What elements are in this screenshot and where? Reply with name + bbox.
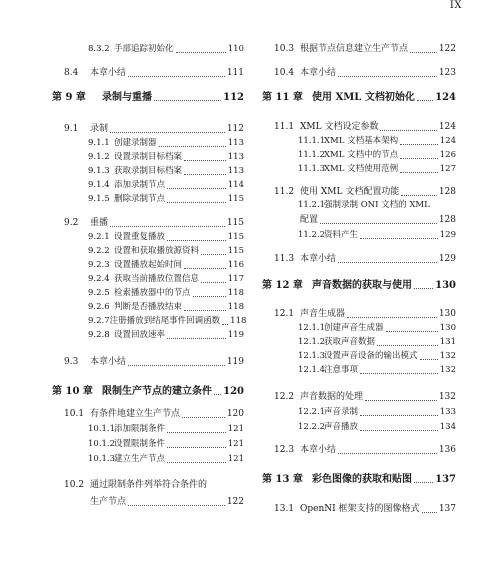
- toc-entry: [52, 246, 244, 257]
- toc-entry: [52, 194, 244, 205]
- toc-entry-number: 9.2.3: [88, 260, 110, 270]
- toc-entry-page: 128: [438, 187, 456, 197]
- toc-entry-page: 132: [439, 351, 456, 361]
- dot-leader: [410, 51, 437, 53]
- toc-entry-title: 删除录制节点: [114, 194, 166, 204]
- toc-entry: [262, 122, 456, 133]
- toc-entry-page: 110: [227, 44, 244, 54]
- toc-entry-title: 使用 XML 文档配置功能: [300, 187, 400, 197]
- toc-entry-page: 123: [438, 68, 456, 78]
- dot-leader: [380, 129, 436, 131]
- toc-entry-title: 获取录制目标档案: [114, 166, 183, 176]
- toc-entry: [52, 288, 244, 299]
- toc-entry: [262, 365, 456, 376]
- toc-entry-number: 9.2.6: [88, 302, 110, 312]
- toc-entry-number: 8.3.2: [88, 44, 110, 54]
- toc-entry: [52, 180, 244, 191]
- toc-entry: [262, 392, 456, 403]
- toc-entry-number: 11.1.1: [298, 136, 326, 146]
- toc-entry-page: 119: [226, 357, 244, 367]
- toc-entry-number: 10.1.2: [88, 439, 116, 449]
- toc-entry-title: 创建录制器: [114, 138, 157, 148]
- toc-entry-number: 第 10 章: [52, 386, 93, 397]
- toc-entry-page: 137: [435, 474, 456, 485]
- toc-entry-page: 133: [439, 407, 456, 417]
- toc-entry: [52, 480, 244, 491]
- toc-entry-number: 第 13 章: [262, 474, 303, 485]
- toc-entry-page: 115: [226, 218, 244, 228]
- toc-entry: [52, 439, 244, 450]
- toc-entry-title: 注意事项: [324, 365, 359, 375]
- dot-leader: [193, 295, 226, 297]
- toc-entry-number: 9.1.2: [88, 152, 110, 162]
- toc-entry-page: 112: [223, 92, 244, 103]
- toc-entry-page: 115: [227, 246, 244, 256]
- toc-entry: [262, 445, 456, 456]
- toc-entry-title: 声音生成器: [300, 309, 346, 319]
- toc-entry-title: 声音数据的获取与使用: [312, 280, 412, 291]
- toc-entry: [262, 164, 456, 175]
- toc-entry-number: 9.2.4: [88, 274, 110, 284]
- toc-entry-page: 119: [227, 330, 244, 340]
- toc-entry-number: 9.1.4: [88, 180, 110, 190]
- dot-leader: [338, 261, 437, 263]
- toc-entry-number: 9.2.5: [88, 288, 110, 298]
- toc-entry-page: 113: [227, 152, 244, 162]
- toc-entry-number: 9.2.8: [88, 330, 110, 340]
- dot-leader: [184, 173, 226, 175]
- dot-leader: [338, 452, 437, 454]
- toc-entry-title: 强制录制 ONI 文档的 XML: [324, 200, 430, 210]
- dot-leader: [167, 446, 226, 448]
- dot-leader: [338, 75, 437, 77]
- dot-leader: [417, 99, 433, 101]
- toc-entry-title: 设置和获取播放源资料: [114, 246, 200, 256]
- toc-entry-page: 122: [226, 497, 244, 507]
- toc-entry-page: 129: [439, 230, 456, 240]
- toc-entry-number: 8.4: [64, 68, 79, 78]
- toc-entry-page: 128: [438, 215, 456, 225]
- toc-entry-page: 115: [227, 232, 244, 242]
- toc-entry-page: 117: [227, 274, 244, 284]
- toc-entry-number: 10.1.1: [88, 424, 116, 434]
- toc-entry: [52, 330, 244, 341]
- toc-entry-page: 130: [435, 280, 456, 291]
- toc-entry-page: 129: [438, 254, 456, 264]
- toc-entry-title: 设置限制条件: [114, 439, 166, 449]
- toc-entry-number: 12.1.4: [298, 365, 326, 375]
- toc-entry-title: 判断是否播放结束: [114, 302, 183, 312]
- dot-leader: [128, 75, 225, 77]
- page-number: IX: [449, 0, 462, 11]
- toc-entry-title: 有条件地建立生产节点: [90, 409, 181, 419]
- dot-leader: [184, 309, 226, 311]
- toc-chapter-entry: [262, 92, 456, 103]
- dot-leader: [401, 194, 436, 196]
- toc-entry-title: OpenNI 框架支持的图像格式: [300, 504, 420, 514]
- toc-entry-page: 118: [227, 288, 244, 298]
- toc-entry-page: 114: [227, 180, 244, 190]
- toc-entry-number: 12.1: [274, 309, 295, 319]
- toc-entry-number: 9.2.1: [88, 232, 110, 242]
- toc-entry-title: 生产节点: [90, 497, 127, 507]
- toc-entry-title: 检索播放器中的节点: [114, 288, 191, 298]
- toc-entry: [262, 422, 456, 433]
- toc-entry: [52, 302, 244, 313]
- dot-leader: [365, 399, 437, 401]
- toc-chapter-entry: [52, 386, 244, 397]
- toc-entry-number: 10.1.3: [88, 454, 116, 464]
- dot-leader: [360, 429, 438, 431]
- dot-leader: [414, 481, 433, 483]
- toc-entry-page: 130: [438, 309, 456, 319]
- dot-leader: [201, 281, 226, 283]
- toc-entry-number: 9.1: [64, 124, 79, 134]
- toc-entry-page: 122: [438, 44, 456, 54]
- toc-chapter-entry: [262, 280, 456, 291]
- toc-entry-title: 通过限制条件列举符合条件的: [90, 480, 208, 490]
- toc-entry-title: 设置声音设备的输出模式: [324, 351, 418, 361]
- toc-entry-number: 12.2.2: [298, 422, 326, 432]
- toc-entry: [262, 44, 456, 55]
- toc-entry: [52, 166, 244, 177]
- toc-entry: [262, 215, 456, 226]
- toc-entry-title: 设置录制目标档案: [114, 152, 183, 162]
- dot-leader: [159, 145, 226, 147]
- dot-leader: [400, 157, 438, 159]
- dot-leader: [110, 225, 225, 227]
- toc-entry-number: 12.3: [274, 445, 295, 455]
- toc-entry-number: 12.1.2: [298, 337, 326, 347]
- toc-entry-title: 资料产生: [324, 230, 359, 240]
- toc-entry: [262, 187, 456, 198]
- dot-leader: [182, 416, 225, 418]
- toc-entry: [52, 409, 244, 420]
- toc-entry: [52, 274, 244, 285]
- toc-entry-number: 12.1.3: [298, 351, 326, 361]
- dot-leader: [128, 364, 225, 366]
- toc-entry-page: 113: [227, 166, 244, 176]
- toc-entry-title: 获取声音数据: [324, 337, 376, 347]
- toc-entry-page: 136: [438, 445, 456, 455]
- toc-entry-title: XML 文档设定参数: [300, 122, 379, 132]
- toc-entry-number: 9.3: [64, 357, 79, 367]
- toc-entry-title: 添加录制节点: [114, 180, 166, 190]
- toc-entry-title: 本章小结: [90, 68, 127, 78]
- toc-entry-page: 112: [226, 124, 244, 134]
- toc-entry-number: 12.2.1: [298, 407, 326, 417]
- toc-entry: [262, 68, 456, 79]
- toc-entry: [262, 351, 456, 362]
- toc-entry-title: 建立生产节点: [114, 454, 166, 464]
- toc-entry: [52, 138, 244, 149]
- dot-leader: [360, 414, 438, 416]
- toc-entry-number: 13.1: [274, 504, 295, 514]
- dot-leader: [201, 253, 226, 255]
- toc-entry-page: 131: [439, 337, 456, 347]
- toc-entry-title: 注册播放到结尾事件回调函数: [109, 316, 221, 326]
- toc-entry-title: 使用 XML 文档初始化: [312, 92, 415, 103]
- toc-entry-number: 11.3: [274, 254, 295, 264]
- toc-entry-page: 121: [227, 454, 244, 464]
- toc-entry: [262, 136, 456, 147]
- toc-entry-title: 录制: [90, 124, 109, 134]
- toc-entry-page: 124: [439, 136, 456, 146]
- toc-entry-title: 重播: [90, 218, 109, 228]
- toc-entry-title: 彩色图像的获取和贴图: [312, 474, 412, 485]
- toc-entry-number: 9.1.3: [88, 166, 110, 176]
- toc-entry-number: 9.1.5: [88, 194, 110, 204]
- toc-entry-title: 录制与重播: [102, 92, 152, 103]
- toc-entry: [52, 357, 244, 368]
- toc-entry-page: 118: [230, 316, 247, 326]
- dot-leader: [167, 431, 226, 433]
- toc-entry: [262, 323, 456, 334]
- toc-entry: [262, 407, 456, 418]
- toc-entry-title: 手部追踪初始化: [114, 44, 174, 54]
- toc-entry-number: 第 9 章: [52, 92, 86, 103]
- toc-entry: [52, 152, 244, 163]
- toc-entry-title: 本章小结: [300, 254, 337, 264]
- toc-entry-number: 10.2: [64, 480, 85, 490]
- toc-chapter-entry: [52, 92, 244, 103]
- dot-leader: [222, 323, 228, 325]
- dot-leader: [360, 372, 438, 374]
- toc-entry-number: 10.4: [274, 68, 295, 78]
- dot-leader: [110, 131, 225, 133]
- toc-entry-number: 11.2: [274, 187, 295, 197]
- toc-entry-page: 113: [227, 138, 244, 148]
- toc-entry-number: 9.2: [64, 218, 79, 228]
- dot-leader: [167, 239, 226, 241]
- toc-entry-title: XML 文档使用范例: [324, 164, 399, 174]
- toc-entry-page: 126: [439, 150, 456, 160]
- toc-entry-page: 111: [226, 68, 244, 78]
- toc-entry-number: 10.1: [64, 409, 85, 419]
- toc-entry-title: 设置回放速率: [114, 330, 166, 340]
- toc-entry-title: 根据节点信息建立生产节点: [300, 44, 409, 54]
- dot-leader: [420, 358, 438, 360]
- toc-entry-title: 本章小结: [300, 445, 337, 455]
- dot-leader: [377, 344, 438, 346]
- dot-leader: [128, 504, 225, 506]
- toc-entry-number: 11.1.2: [298, 150, 326, 160]
- toc-entry-number: 10.3: [274, 44, 295, 54]
- toc-entry-title: 获取当前播放位置信息: [114, 274, 200, 284]
- toc-entry: [52, 424, 244, 435]
- toc-entry: [262, 309, 456, 320]
- toc-entry-title: 声音播放: [324, 422, 359, 432]
- dot-leader: [167, 337, 226, 339]
- toc-entry-page: 118: [227, 302, 244, 312]
- toc-entry-title: 配置: [300, 215, 319, 225]
- dot-leader: [360, 237, 438, 239]
- dot-leader: [400, 171, 438, 173]
- toc-entry-title: XML 文档中的节点: [324, 150, 399, 160]
- toc-entry: [52, 44, 244, 55]
- toc-entry-page: 127: [439, 164, 456, 174]
- toc-entry: [52, 260, 244, 271]
- toc-entry-title: 设置播放起始时间: [114, 260, 183, 270]
- toc-entry-number: 11.2.2: [298, 230, 326, 240]
- toc-entry: [52, 232, 244, 243]
- toc-entry-page: 134: [439, 422, 456, 432]
- toc-entry: [262, 230, 456, 241]
- dot-leader: [422, 511, 437, 513]
- dot-leader: [167, 461, 226, 463]
- toc-entry-page: 132: [438, 392, 456, 402]
- toc-entry: [52, 454, 244, 465]
- toc-entry-number: 11.1.3: [298, 164, 326, 174]
- dot-leader: [176, 51, 226, 53]
- toc-entry: [262, 254, 456, 265]
- dot-leader: [167, 201, 226, 203]
- toc-entry-page: 120: [223, 386, 244, 397]
- toc-entry: [52, 497, 244, 508]
- toc-entry-page: 120: [226, 409, 244, 419]
- toc-entry-number: 第 11 章: [262, 92, 303, 103]
- toc-entry: [262, 337, 456, 348]
- toc-entry-page: 124: [435, 92, 456, 103]
- toc-entry-number: 11.2.1: [298, 200, 326, 210]
- toc-entry: [52, 218, 244, 229]
- toc-entry-number: 第 12 章: [262, 280, 303, 291]
- toc-entry-title: 本章小结: [90, 357, 127, 367]
- dot-leader: [167, 187, 226, 189]
- toc-entry-title: XML 文档基本架构: [324, 136, 399, 146]
- toc-entry: [52, 124, 244, 135]
- toc-entry-page: 137: [438, 504, 456, 514]
- toc-entry-title: 设置重复播放: [114, 232, 166, 242]
- toc-entry-number: 12.1.1: [298, 323, 326, 333]
- toc-entry-title: 声音录制: [324, 407, 359, 417]
- toc-entry-page: 121: [227, 424, 244, 434]
- toc-entry: [262, 200, 456, 211]
- toc-entry-title: 限制生产节点的建立条件: [102, 386, 212, 397]
- dot-leader: [320, 222, 437, 224]
- toc-entry-page: 121: [227, 439, 244, 449]
- dot-leader: [184, 159, 226, 161]
- toc-entry-number: 12.2: [274, 392, 295, 402]
- toc-entry: [262, 504, 456, 515]
- toc-entry: [262, 150, 456, 161]
- dot-leader: [386, 330, 438, 332]
- toc-entry: [52, 316, 247, 327]
- dot-leader: [347, 316, 437, 318]
- toc-entry-page: 132: [439, 365, 456, 375]
- toc-entry-title: 声音数据的处理: [300, 392, 364, 402]
- toc-entry-page: 130: [439, 323, 456, 333]
- dot-leader: [214, 393, 221, 395]
- toc-entry-title: 添加限制条件: [114, 424, 166, 434]
- toc-entry-page: 115: [227, 194, 244, 204]
- toc-entry-number: 9.2.7: [88, 316, 110, 326]
- dot-leader: [414, 287, 433, 289]
- toc-entry-number: 9.2.2: [88, 246, 110, 256]
- toc-entry: [52, 68, 244, 79]
- toc-entry-title: 创建声音生成器: [324, 323, 384, 333]
- toc-entry-page: 116: [227, 260, 244, 270]
- dot-leader: [154, 99, 221, 101]
- dot-leader: [184, 267, 226, 269]
- toc-entry-number: 9.1.1: [88, 138, 110, 148]
- toc-entry-title: 本章小结: [300, 68, 337, 78]
- toc-entry-number: 11.1: [274, 122, 295, 132]
- toc-entry-page: 124: [438, 122, 456, 132]
- toc-chapter-entry: [262, 474, 456, 485]
- dot-leader: [400, 143, 438, 145]
